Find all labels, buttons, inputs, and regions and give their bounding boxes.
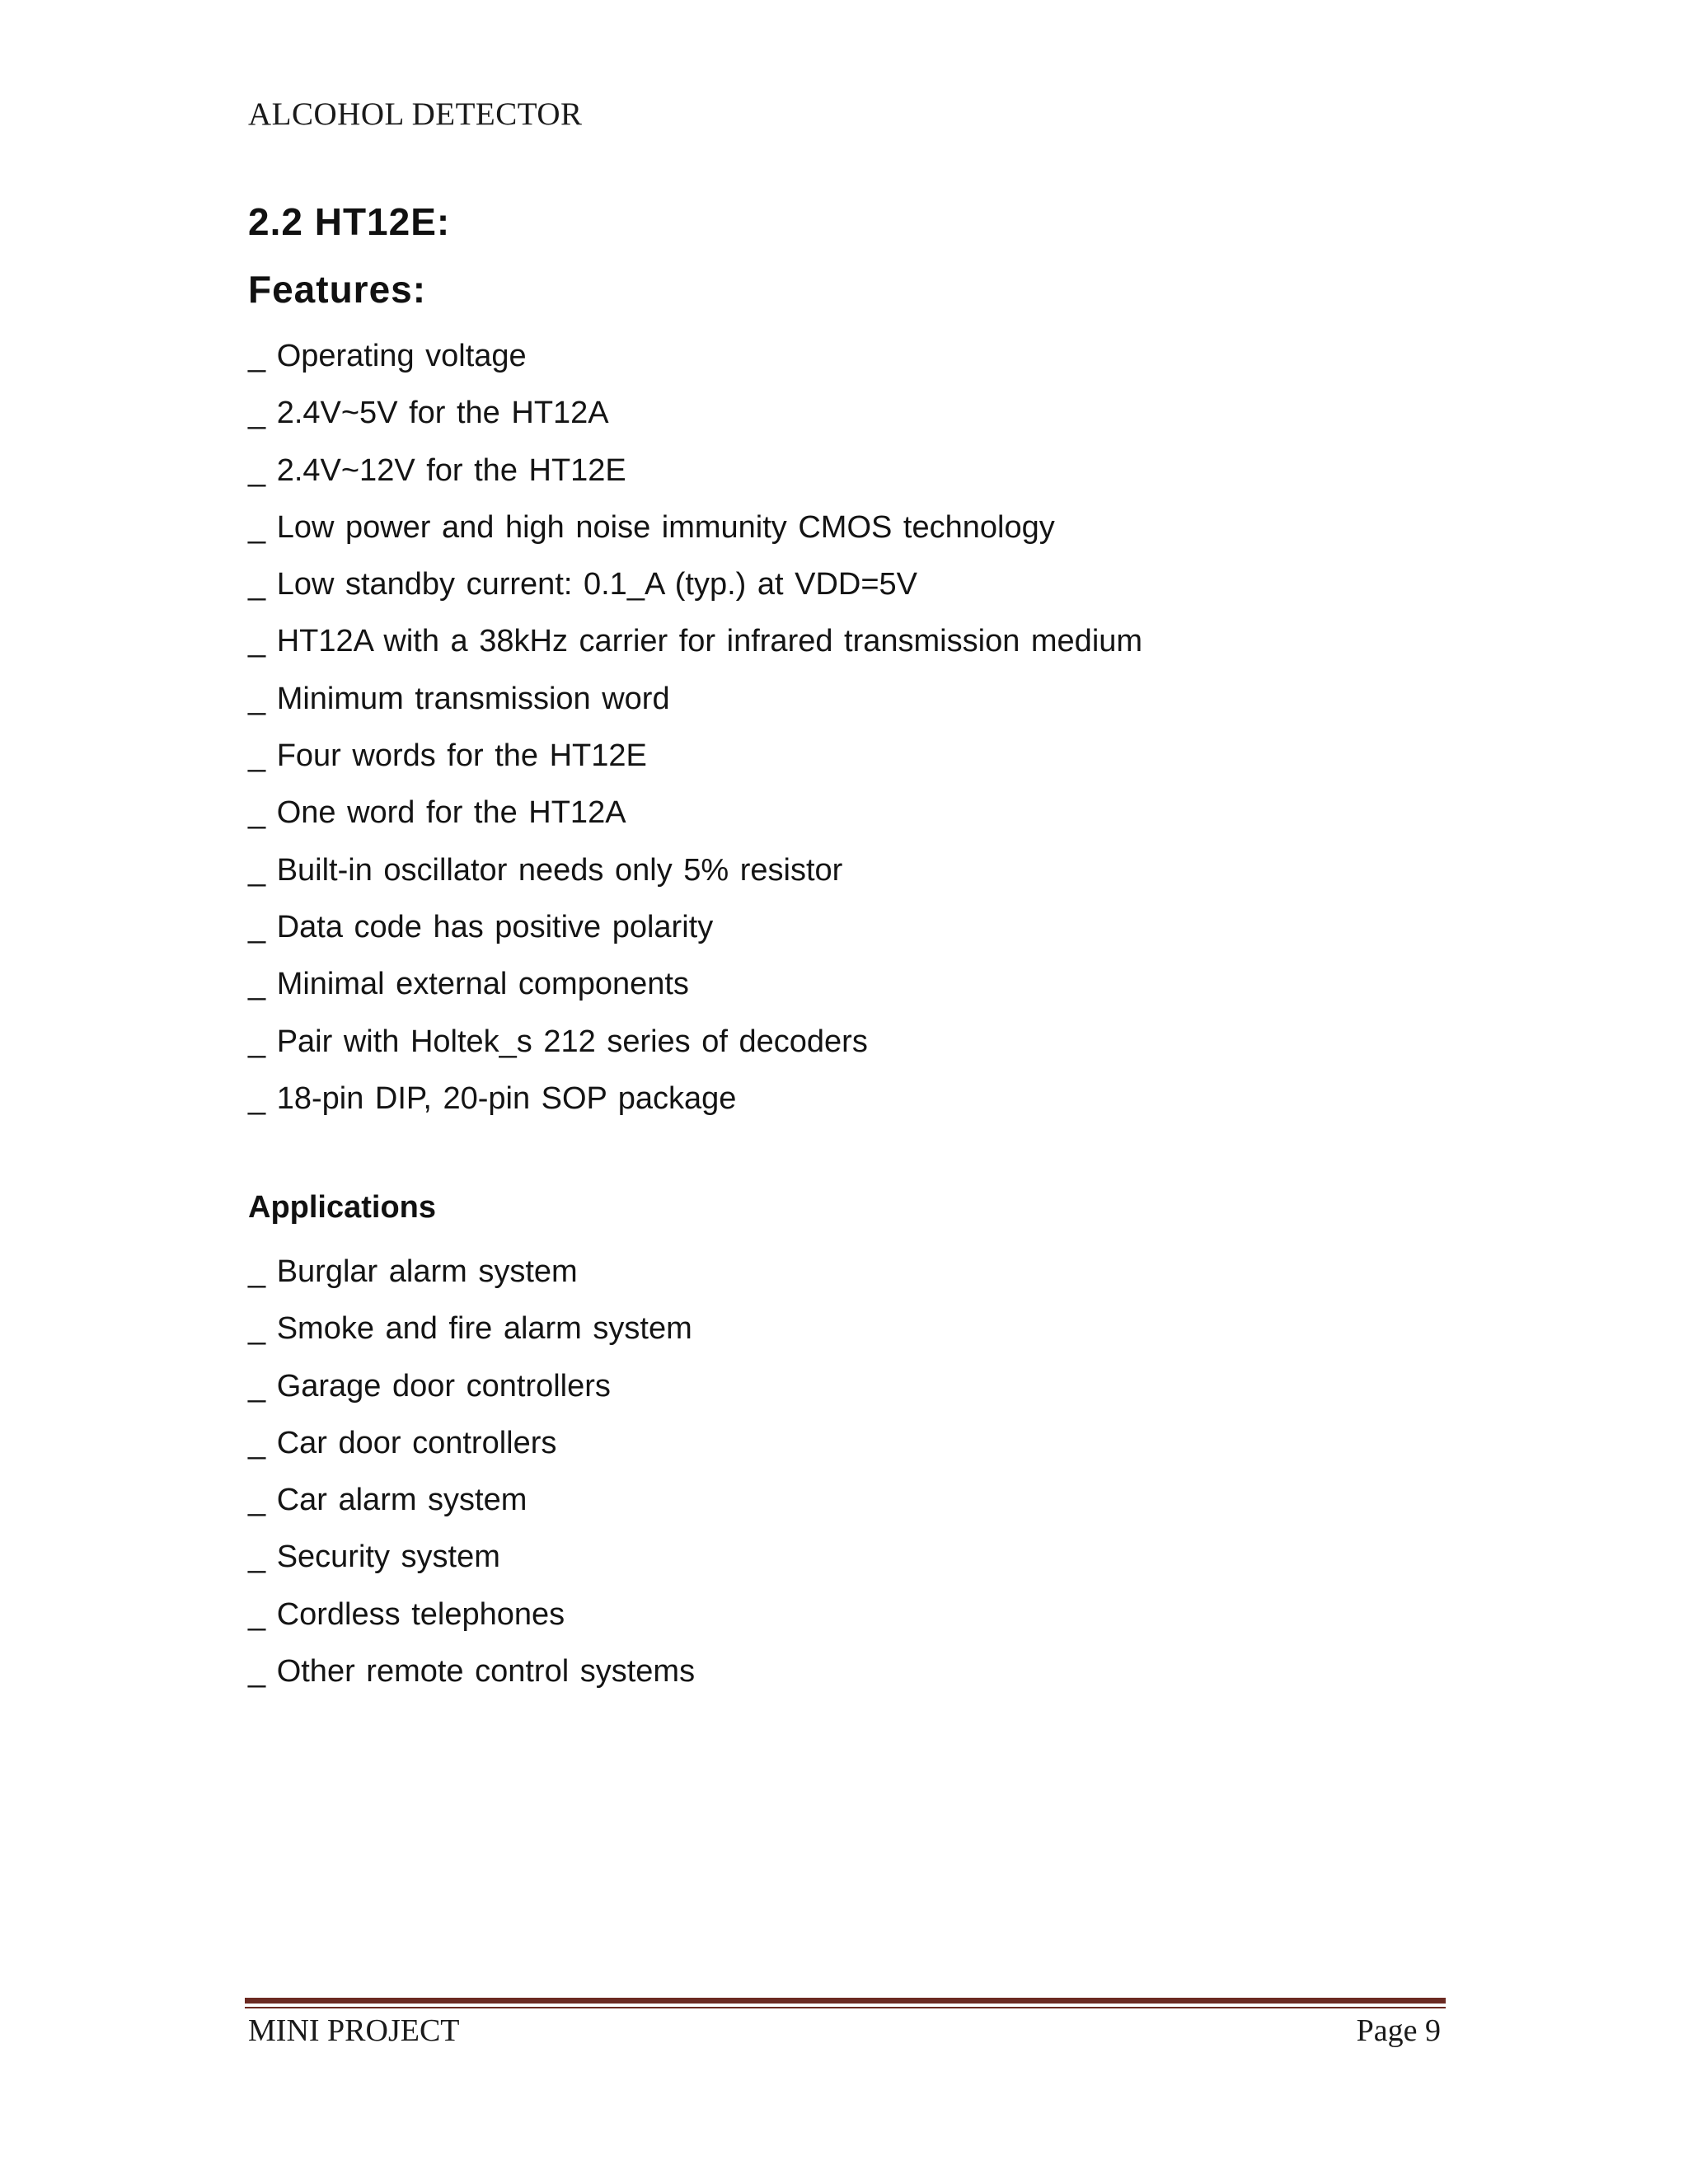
footer-rule-thin (245, 2007, 1446, 2008)
footer-rule (245, 1998, 1446, 2004)
features-heading: Features: (248, 268, 427, 311)
running-header: ALCOHOL DETECTOR (248, 96, 583, 132)
applications-heading: Applications (248, 1190, 437, 1225)
feature-item: _ Data code has positive polarity (248, 909, 714, 944)
features-list (248, 328, 1142, 1127)
application-item: _ Car door controllers (248, 1425, 557, 1460)
feature-item: _ Operating voltage (248, 339, 527, 373)
application-item: _ Burglar alarm system (248, 1254, 578, 1289)
application-item: _ Smoke and fire alarm system (248, 1311, 692, 1347)
feature-item: _ Built-in oscillator needs only 5% resistor (248, 852, 843, 888)
application-item: _ Cordless telephones (248, 1596, 565, 1632)
page-number: Page 9 (1356, 2013, 1441, 2048)
application-item: _ Security system (248, 1540, 500, 1575)
applications-list (248, 1244, 695, 1700)
application-item: _ Garage door controllers (248, 1368, 611, 1404)
feature-item: _ Minimal external components (248, 967, 689, 1002)
feature-item: _ Low standby current: 0.1_A (typ.) at VDD=5V (248, 567, 918, 602)
feature-item: _ 2.4V~5V for the HT12A (248, 396, 609, 431)
footer-project-label: MINI PROJECT (248, 2013, 460, 2048)
feature-item: _ Low power and high noise immunity CMOS technology (248, 509, 1055, 545)
feature-item: _ HT12A with a 38kHz carrier for infrared transmission medium (248, 624, 1143, 659)
feature-item: _ Minimum transmission word (248, 681, 670, 716)
feature-item: _ Pair with Holtek_s 212 series of decoders (248, 1024, 868, 1059)
feature-item: _ One word for the HT12A (248, 795, 626, 831)
feature-item: _ Four words for the HT12E (248, 738, 647, 774)
application-item: _ Car alarm system (248, 1483, 528, 1518)
feature-item: _ 2.4V~12V for the HT12E (248, 452, 626, 488)
feature-item: _ 18-pin DIP, 20-pin SOP package (248, 1080, 737, 1116)
section-heading: 2.2 HT12E: (248, 200, 451, 243)
application-item: _ Other remote control systems (248, 1654, 696, 1690)
